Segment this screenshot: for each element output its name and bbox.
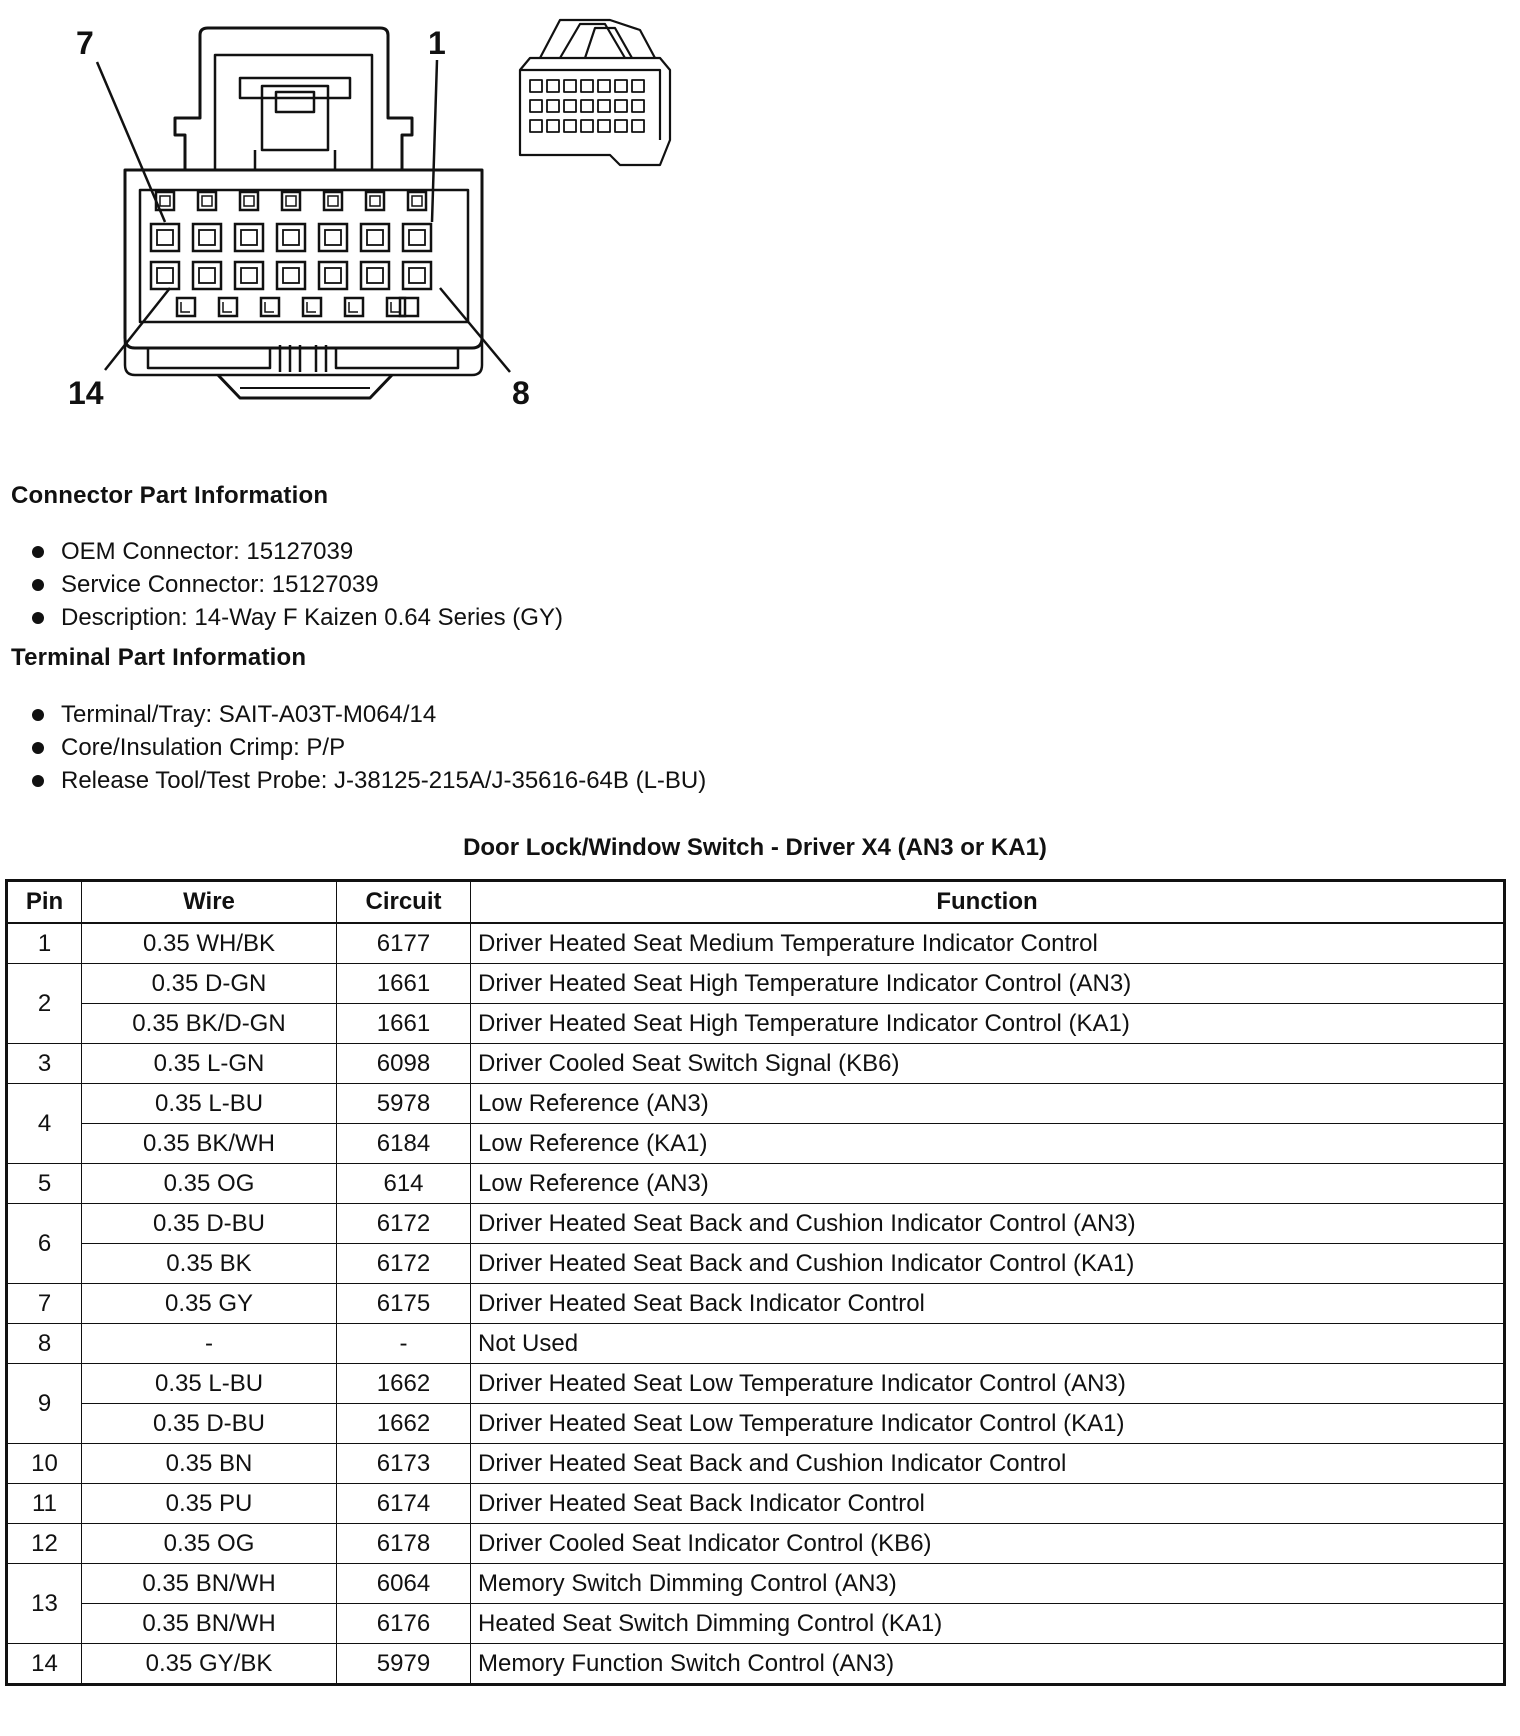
cell-circuit: 1662 [337, 1364, 471, 1404]
cell-circuit: 6174 [337, 1484, 471, 1524]
iso-cavity [598, 120, 610, 132]
cell-wire: 0.35 WH/BK [82, 923, 337, 964]
pin-cavity [151, 224, 179, 251]
cell-circuit: 6176 [337, 1604, 471, 1644]
pin-cavity [277, 224, 305, 251]
lock-tab-mark [265, 302, 274, 312]
table-row [7, 1484, 1505, 1524]
pin-cavity [235, 262, 263, 289]
pin-cavity [403, 262, 431, 289]
cell-function: Not Used [471, 1324, 1505, 1364]
pin-cavity [361, 224, 389, 251]
cell-function: Driver Heated Seat Medium Temperature Indicator Control [471, 923, 1505, 964]
header-wire: Wire [82, 881, 337, 924]
pin-label-1: 1 [428, 25, 446, 61]
cell-pin: 4 [7, 1084, 82, 1164]
pin-cavity [151, 262, 179, 289]
iso-cavity [530, 80, 542, 92]
cell-circuit: 6184 [337, 1124, 471, 1164]
cell-circuit: 6064 [337, 1564, 471, 1604]
pin-cavity-inner [325, 230, 341, 245]
cell-pin: 6 [7, 1204, 82, 1284]
connector-diagram [0, 0, 760, 440]
cell-wire: 0.35 L-GN [82, 1044, 337, 1084]
pin-cavity-inner [283, 268, 299, 283]
pin-cavity [277, 262, 305, 289]
cell-wire: 0.35 OG [82, 1164, 337, 1204]
cell-function: Driver Heated Seat Low Temperature Indicator Control (KA1) [471, 1404, 1505, 1444]
cell-wire: 0.35 BN/WH [82, 1564, 337, 1604]
table-row [7, 1364, 1505, 1404]
cell-function: Driver Heated Seat Back and Cushion Indicator Control (AN3) [471, 1204, 1505, 1244]
table-row [7, 1084, 1505, 1124]
cell-circuit: - [337, 1324, 471, 1364]
latch-window [408, 192, 426, 210]
lock-tab [177, 298, 195, 316]
table-row [7, 1524, 1505, 1564]
iso-cavity [564, 100, 576, 112]
pin-cavity-inner [283, 230, 299, 245]
cell-circuit: 5978 [337, 1084, 471, 1124]
cell-pin: 12 [7, 1524, 82, 1564]
iso-cavity [564, 80, 576, 92]
cell-pin: 8 [7, 1324, 82, 1364]
table-row [7, 1164, 1505, 1204]
pin-cavity [193, 262, 221, 289]
terminal-part-info-list [32, 698, 706, 797]
connector-part-info-title: Connector Part Information [11, 482, 329, 509]
table-row [7, 1284, 1505, 1324]
connector-part-info-list [32, 535, 563, 634]
cell-circuit: 6172 [337, 1204, 471, 1244]
table-row [7, 1604, 1505, 1644]
pin-cavity-inner [241, 230, 257, 245]
list-item: Release Tool/Test Probe: J-38125-215A/J-35616-64B (L-BU) [32, 764, 706, 797]
lock-tab-mark [181, 302, 190, 312]
cell-function: Driver Heated Seat Back and Cushion Indicator Control [471, 1444, 1505, 1484]
latch-window [240, 192, 258, 210]
iso-cavity [564, 120, 576, 132]
cell-circuit: 6175 [337, 1284, 471, 1324]
cell-circuit: 6173 [337, 1444, 471, 1484]
latch-window-inner [244, 196, 254, 206]
table-title: Door Lock/Window Switch - Driver X4 (AN3 or KA1) [463, 834, 1047, 861]
cell-pin: 9 [7, 1364, 82, 1444]
terminal-part-info-title: Terminal Part Information [11, 644, 307, 671]
cell-function: Driver Cooled Seat Switch Signal (KB6) [471, 1044, 1505, 1084]
table-row [7, 1004, 1505, 1044]
iso-cavity [598, 80, 610, 92]
latch-window-inner [160, 196, 170, 206]
cell-function: Driver Heated Seat Back and Cushion Indicator Control (KA1) [471, 1244, 1505, 1284]
pin-cavity [403, 224, 431, 251]
lock-tab [303, 298, 321, 316]
latch-window-inner [328, 196, 338, 206]
table-header-row [7, 881, 1505, 924]
cell-function: Driver Cooled Seat Indicator Control (KB6) [471, 1524, 1505, 1564]
lock-tab [345, 298, 363, 316]
list-item: Description: 14-Way F Kaizen 0.64 Series (GY) [32, 601, 563, 634]
cell-pin: 10 [7, 1444, 82, 1484]
table-row [7, 1204, 1505, 1244]
lock-tab [261, 298, 279, 316]
cell-wire: 0.35 L-BU [82, 1364, 337, 1404]
cell-pin: 1 [7, 923, 82, 964]
iso-cavity [632, 100, 644, 112]
table-row [7, 1444, 1505, 1484]
cell-wire: 0.35 BK/WH [82, 1124, 337, 1164]
iso-cavity [598, 100, 610, 112]
pin-cavity [319, 224, 347, 251]
cell-circuit: 6098 [337, 1044, 471, 1084]
table-row [7, 923, 1505, 964]
table-row [7, 1124, 1505, 1164]
lock-tab-mark [391, 302, 400, 312]
pin-label-14: 14 [68, 375, 104, 411]
latch-window-inner [412, 196, 422, 206]
iso-cavity [615, 100, 627, 112]
table-row [7, 964, 1505, 1004]
cell-function: Driver Heated Seat Back Indicator Control [471, 1484, 1505, 1524]
pin-cavity-inner [409, 268, 425, 283]
pin-cavity [193, 224, 221, 251]
table-row [7, 1404, 1505, 1444]
cell-wire: 0.35 L-BU [82, 1084, 337, 1124]
iso-cavity [615, 120, 627, 132]
cell-wire: 0.35 GY [82, 1284, 337, 1324]
pin-cavity-inner [409, 230, 425, 245]
iso-cavity [581, 120, 593, 132]
header-function: Function [471, 881, 1505, 924]
pin-label-8: 8 [512, 375, 530, 411]
cell-circuit: 6172 [337, 1244, 471, 1284]
cell-wire: 0.35 PU [82, 1484, 337, 1524]
cell-function: Low Reference (AN3) [471, 1084, 1505, 1124]
iso-cavity [547, 80, 559, 92]
cell-function: Driver Heated Seat Low Temperature Indicator Control (AN3) [471, 1364, 1505, 1404]
cell-wire: 0.35 BK/D-GN [82, 1004, 337, 1044]
lock-tab [387, 298, 405, 316]
lock-tab [219, 298, 237, 316]
cell-wire: - [82, 1324, 337, 1364]
pinout-table [5, 879, 1506, 1686]
iso-cavity [615, 80, 627, 92]
iso-cavity [530, 120, 542, 132]
pin-cavity-inner [241, 268, 257, 283]
cell-function: Driver Heated Seat High Temperature Indicator Control (KA1) [471, 1004, 1505, 1044]
latch-window [366, 192, 384, 210]
latch-window [198, 192, 216, 210]
cell-function: Driver Heated Seat Back Indicator Control [471, 1284, 1505, 1324]
pin-label-7: 7 [76, 25, 94, 61]
cell-pin: 7 [7, 1284, 82, 1324]
cell-circuit: 1661 [337, 1004, 471, 1044]
lock-tab-mark [223, 302, 232, 312]
iso-cavity [632, 80, 644, 92]
iso-cavity [581, 80, 593, 92]
pin-cavity-inner [199, 268, 215, 283]
cell-pin: 11 [7, 1484, 82, 1524]
cell-pin: 2 [7, 964, 82, 1044]
pin-cavity [235, 224, 263, 251]
pin-cavity-inner [199, 230, 215, 245]
table-row [7, 1244, 1505, 1284]
iso-cavity [581, 100, 593, 112]
cell-wire: 0.35 BN/WH [82, 1604, 337, 1644]
iso-cavity [530, 100, 542, 112]
cell-pin: 5 [7, 1164, 82, 1204]
list-item: Core/Insulation Crimp: P/P [32, 731, 706, 764]
latch-window-inner [202, 196, 212, 206]
cell-wire: 0.35 OG [82, 1524, 337, 1564]
latch-window-inner [370, 196, 380, 206]
cell-wire: 0.35 D-BU [82, 1204, 337, 1244]
list-item: OEM Connector: 15127039 [32, 535, 563, 568]
pin-cavity [319, 262, 347, 289]
cell-circuit: 1662 [337, 1404, 471, 1444]
cell-function: Memory Switch Dimming Control (AN3) [471, 1564, 1505, 1604]
cell-pin: 13 [7, 1564, 82, 1644]
lock-tab-mark [349, 302, 358, 312]
cell-function: Memory Function Switch Control (AN3) [471, 1644, 1505, 1685]
cell-wire: 0.35 GY/BK [82, 1644, 337, 1685]
cell-circuit: 614 [337, 1164, 471, 1204]
header-circuit: Circuit [337, 881, 471, 924]
cell-wire: 0.35 BN [82, 1444, 337, 1484]
cell-wire: 0.35 D-BU [82, 1404, 337, 1444]
pin-cavity-inner [157, 268, 173, 283]
latch-window-inner [286, 196, 296, 206]
lock-tab-mark [307, 302, 316, 312]
table-row [7, 1324, 1505, 1364]
pin-cavity-inner [367, 268, 383, 283]
table-row [7, 1044, 1505, 1084]
cell-pin: 3 [7, 1044, 82, 1084]
iso-cavity [547, 120, 559, 132]
table-row [7, 1564, 1505, 1604]
cell-function: Low Reference (AN3) [471, 1164, 1505, 1204]
header-pin: Pin [7, 881, 82, 924]
list-item: Terminal/Tray: SAIT-A03T-M064/14 [32, 698, 706, 731]
cell-pin: 14 [7, 1644, 82, 1685]
cell-circuit: 6177 [337, 923, 471, 964]
latch-window [282, 192, 300, 210]
cell-circuit: 6178 [337, 1524, 471, 1564]
cell-wire: 0.35 D-GN [82, 964, 337, 1004]
connector-3d-illustration [520, 20, 670, 165]
iso-cavity [547, 100, 559, 112]
iso-cavity [632, 120, 644, 132]
lock-tab [400, 298, 418, 316]
pin-grid [151, 192, 431, 316]
cell-function: Low Reference (KA1) [471, 1124, 1505, 1164]
table-row [7, 1644, 1505, 1685]
cell-function: Driver Heated Seat High Temperature Indicator Control (AN3) [471, 964, 1505, 1004]
latch-window [324, 192, 342, 210]
list-item: Service Connector: 15127039 [32, 568, 563, 601]
cell-circuit: 1661 [337, 964, 471, 1004]
pin-cavity [361, 262, 389, 289]
pin-cavity-inner [157, 230, 173, 245]
pin-cavity-inner [367, 230, 383, 245]
cell-function: Heated Seat Switch Dimming Control (KA1) [471, 1604, 1505, 1644]
pin-cavity-inner [325, 268, 341, 283]
cell-circuit: 5979 [337, 1644, 471, 1685]
cell-wire: 0.35 BK [82, 1244, 337, 1284]
